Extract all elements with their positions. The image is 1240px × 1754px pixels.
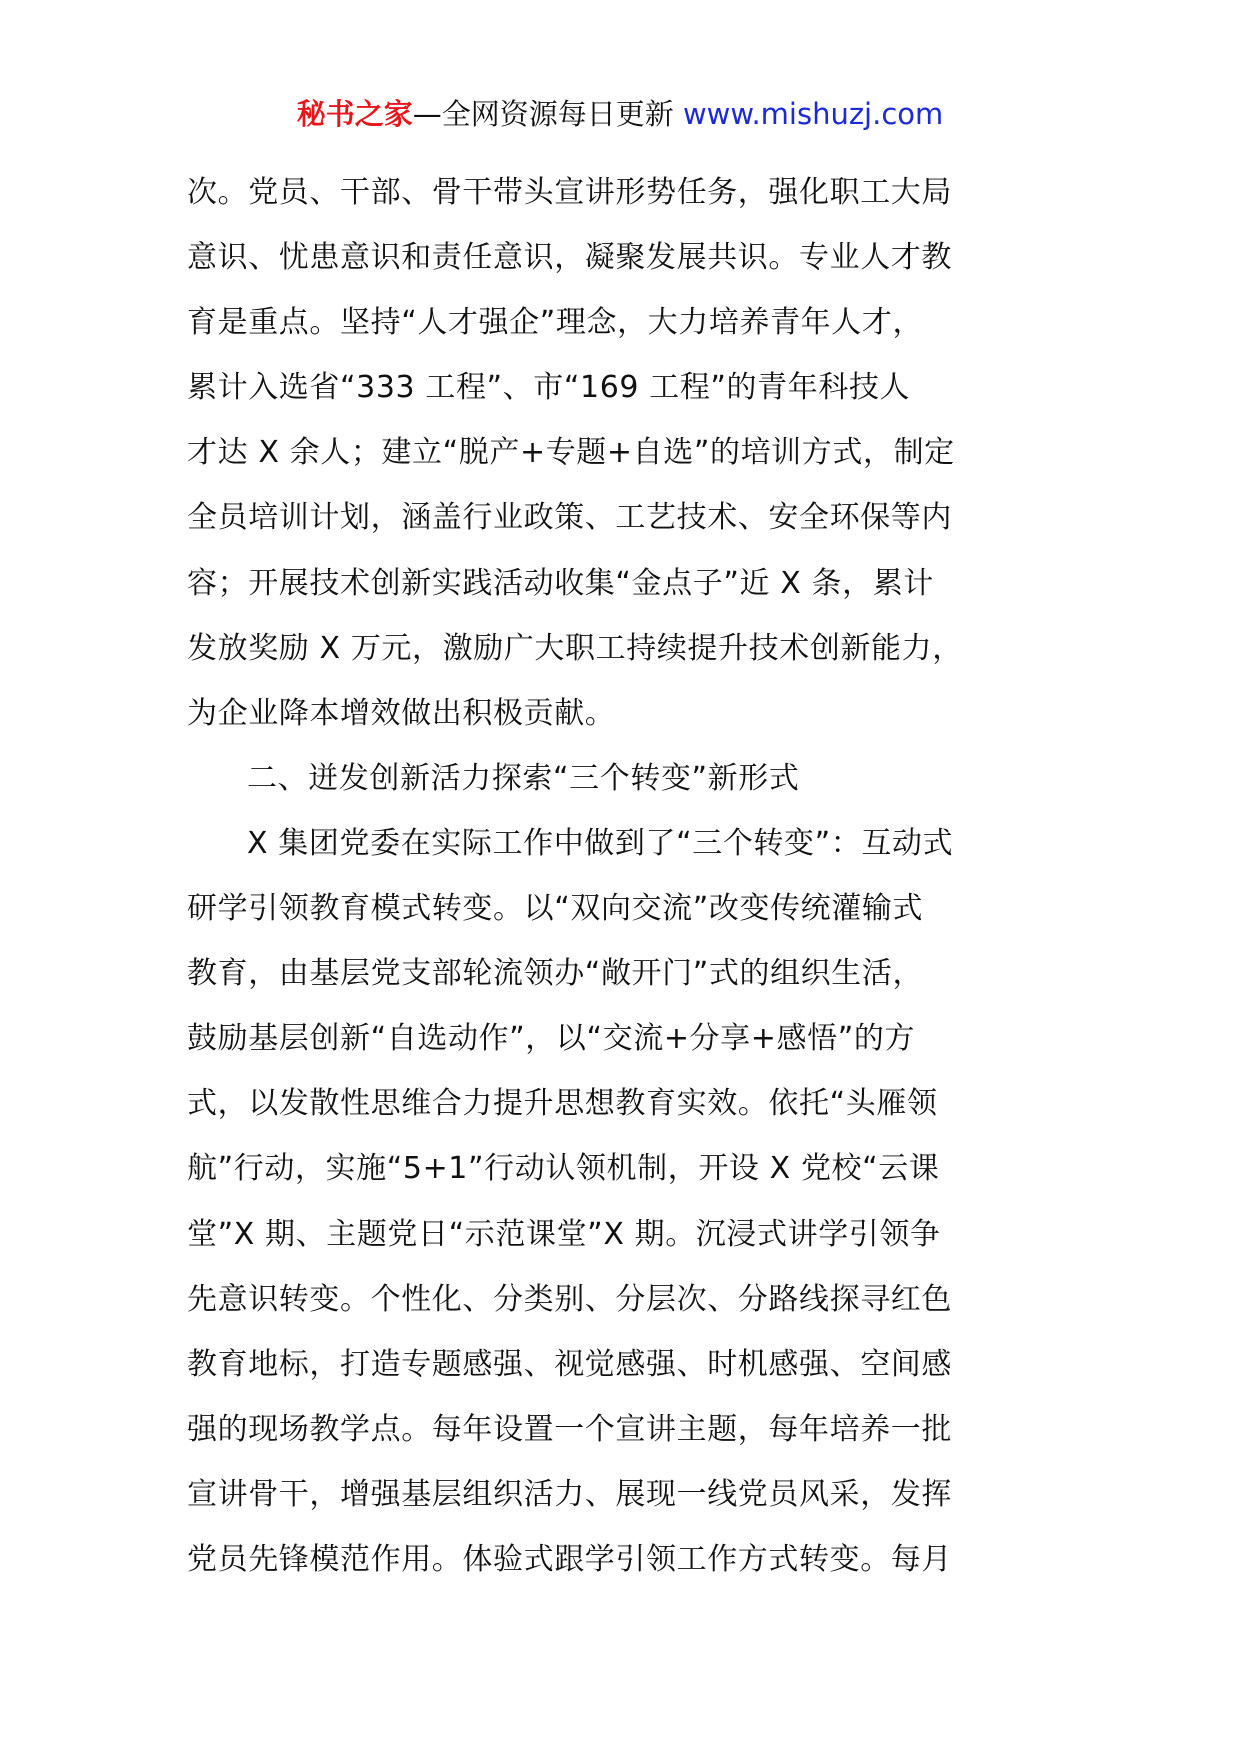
page-header [0, 94, 1240, 134]
brand-name: 秘书之家 [296, 97, 413, 131]
paragraph-line: 教育地标，打造专题感强、视觉感强、时机感强、空间感 [187, 1346, 952, 1382]
paragraph-first-line: X 集团党委在实际工作中做到了“三个转变”：互动式 [247, 825, 954, 861]
paragraph-line: 容；开展技术创新实践活动收集“金点子”近 X 条，累计 [187, 565, 934, 601]
paragraph-line: 次。党员、干部、骨干带头宣讲形势任务，强化职工大局 [187, 175, 952, 210]
paragraph-line: 教育，由基层党支部轮流领办“敞开门”式的组织生活， [187, 956, 924, 992]
site-url-link[interactable]: www.mishuzj.com [682, 97, 944, 131]
paragraph-line: 先意识转变。个性化、分类别、分层次、分路线探寻红色 [187, 1281, 952, 1317]
paragraph-line: 为企业降本增效做出积极贡献。 [187, 695, 616, 731]
paragraph-line: 累计入选省“333 工程”、市“169 工程”的青年科技人 [187, 370, 911, 406]
paragraph-line: 航”行动，实施“5+1”行动认领机制，开设 X 党校“云课 [187, 1151, 940, 1187]
paragraph-first-line: 二、迸发创新活力探索“三个转变”新形式 [247, 760, 800, 796]
paragraph-line: 全员培训计划，涵盖行业政策、工艺技术、安全环保等内 [187, 500, 952, 536]
paragraph-line: 式，以发散性思维合力提升思想教育实效。依托“头雁领 [187, 1086, 938, 1122]
paragraph-line: 发放奖励 X 万元，激励广大职工持续提升技术创新能力， [187, 630, 963, 666]
header-tagline: —全网资源每日更新 [412, 97, 683, 131]
paragraph-line: 宣讲骨干，增强基层组织活力、展现一线党员风采，发挥 [187, 1476, 952, 1512]
paragraph-line: 强的现场教学点。每年设置一个宣讲主题，每年培养一批 [187, 1411, 952, 1447]
paragraph-line: 育是重点。坚持“人才强企”理念，大力培养青年人才， [187, 305, 924, 341]
paragraph-line: 堂”X 期、主题党日“示范课堂”X 期。沉浸式讲学引领争 [187, 1216, 941, 1252]
paragraph-line: 意识、忧患意识和责任意识，凝聚发展共识。专业人才教 [187, 240, 952, 276]
paragraph-line: 鼓励基层创新“自选动作”，以“交流+分享+感悟”的方 [187, 1021, 916, 1057]
paragraph-line: 才达 X 余人；建立“脱产+专题+自选”的培训方式，制定 [187, 435, 955, 471]
paragraph-line: 党员先锋模范作用。体验式跟学引领工作方式转变。每月 [187, 1541, 952, 1577]
document-body [187, 160, 1053, 1592]
paragraph-line: 研学引领教育模式转变。以“双向交流”改变传统灌输式 [187, 891, 924, 927]
